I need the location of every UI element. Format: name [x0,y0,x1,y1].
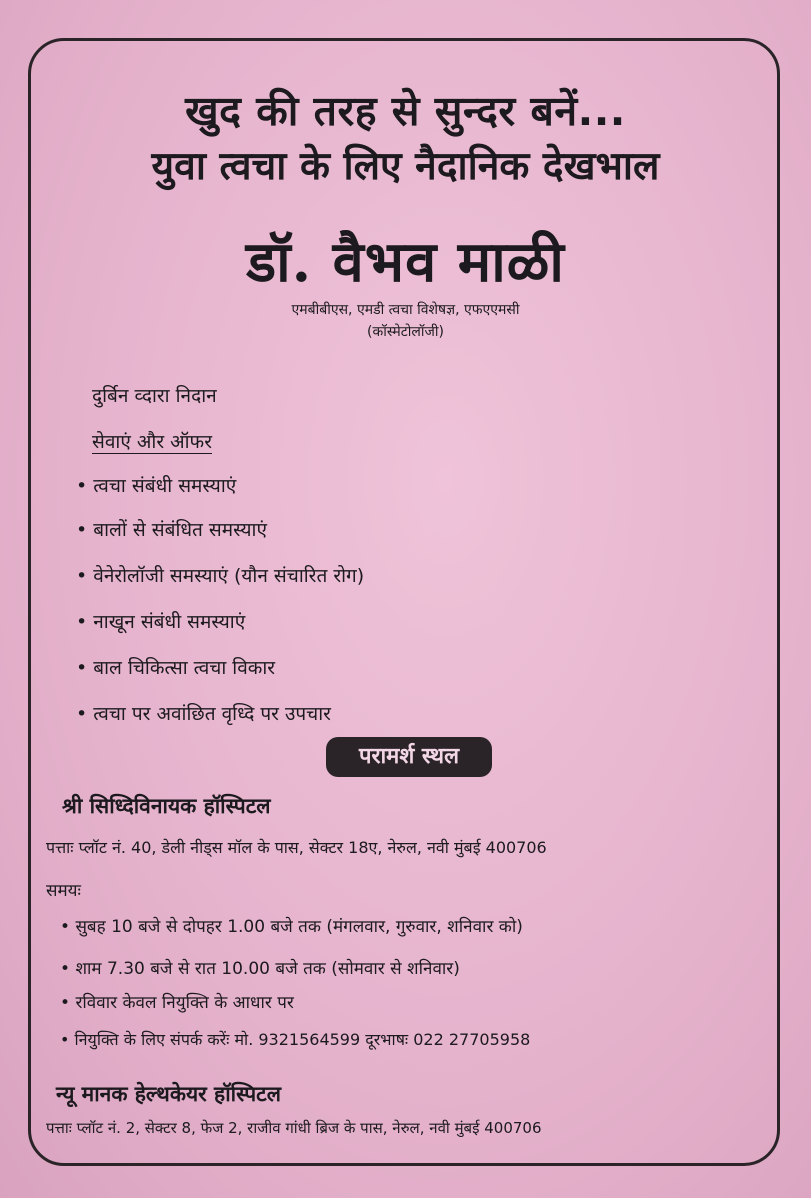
doctor-specialty: (कॉस्मेटोलॉजी) [367,324,444,340]
timing-item: • सुबह 10 बजे से दोपहर 1.00 बजे तक (मंगलवार, गुरुवार, शनिवार को) [60,914,523,937]
service-item: • बालों से संबंधित समस्याएं [76,516,267,542]
service-item: • त्वचा संबंधी समस्याएं [76,472,236,498]
doctor-qualifications: एमबीबीएस, एमडी त्वचा विशेषज्ञ, एफएएमसी [291,302,520,318]
service-item: • बाल चिकित्सा त्वचा विकार [76,654,275,680]
hospital1-address: पत्ताः प्लॉट नं. 40, डेली नीड्स मॉल के पास, सेक्टर 18ए, नेरुल, नवी मुंबई 400706 [46,838,547,857]
headline-line-1: खुद की तरह से सुन्दर बनें... [185,87,626,135]
timing-label: समयः [46,881,81,901]
headline-line-2: युवा त्वचा के लिए नैदानिक देखभाल [151,144,660,189]
hospital1-name: श्री सिध्दिविनायक हॉस्पिटल [62,794,271,818]
service-item: • त्वचा पर अवांछित वृध्दि पर उपचार [76,700,331,726]
doctor-name: डॉ. वैभव माळी [246,229,565,295]
timing-item: • शाम 7.30 बजे से रात 10.00 बजे तक (सोमवार से शनिवार) [60,956,460,979]
hospital2-name: न्यू मानक हेल्थकेयर हॉस्पिटल [56,1082,282,1106]
services-heading: सेवाएं और ऑफर [92,431,212,453]
service-item: • वेनेरोलॉजी समस्याएं (यौन संचारित रोग) [76,562,364,588]
hospital2-address: पत्ताः प्लॉट नं. 2, सेक्टर 8, फेज 2, राजीव गांधी ब्रिज के पास, नेरुल, नवी मुंबई 400706 [46,1119,542,1137]
consultation-badge: परामर्श स्थल [326,737,492,777]
diagnosis-text: दुर्बिन व्दारा निदान [92,385,217,407]
timing-item: • रविवार केवल नियुक्ति के आधार पर [60,990,294,1013]
service-item: • नाखून संबंधी समस्याएं [76,608,245,634]
timing-item: • नियुक्ति के लिए संपर्क करेंः मो. 9321564599 दूरभाषः 022 27705958 [60,1028,530,1050]
